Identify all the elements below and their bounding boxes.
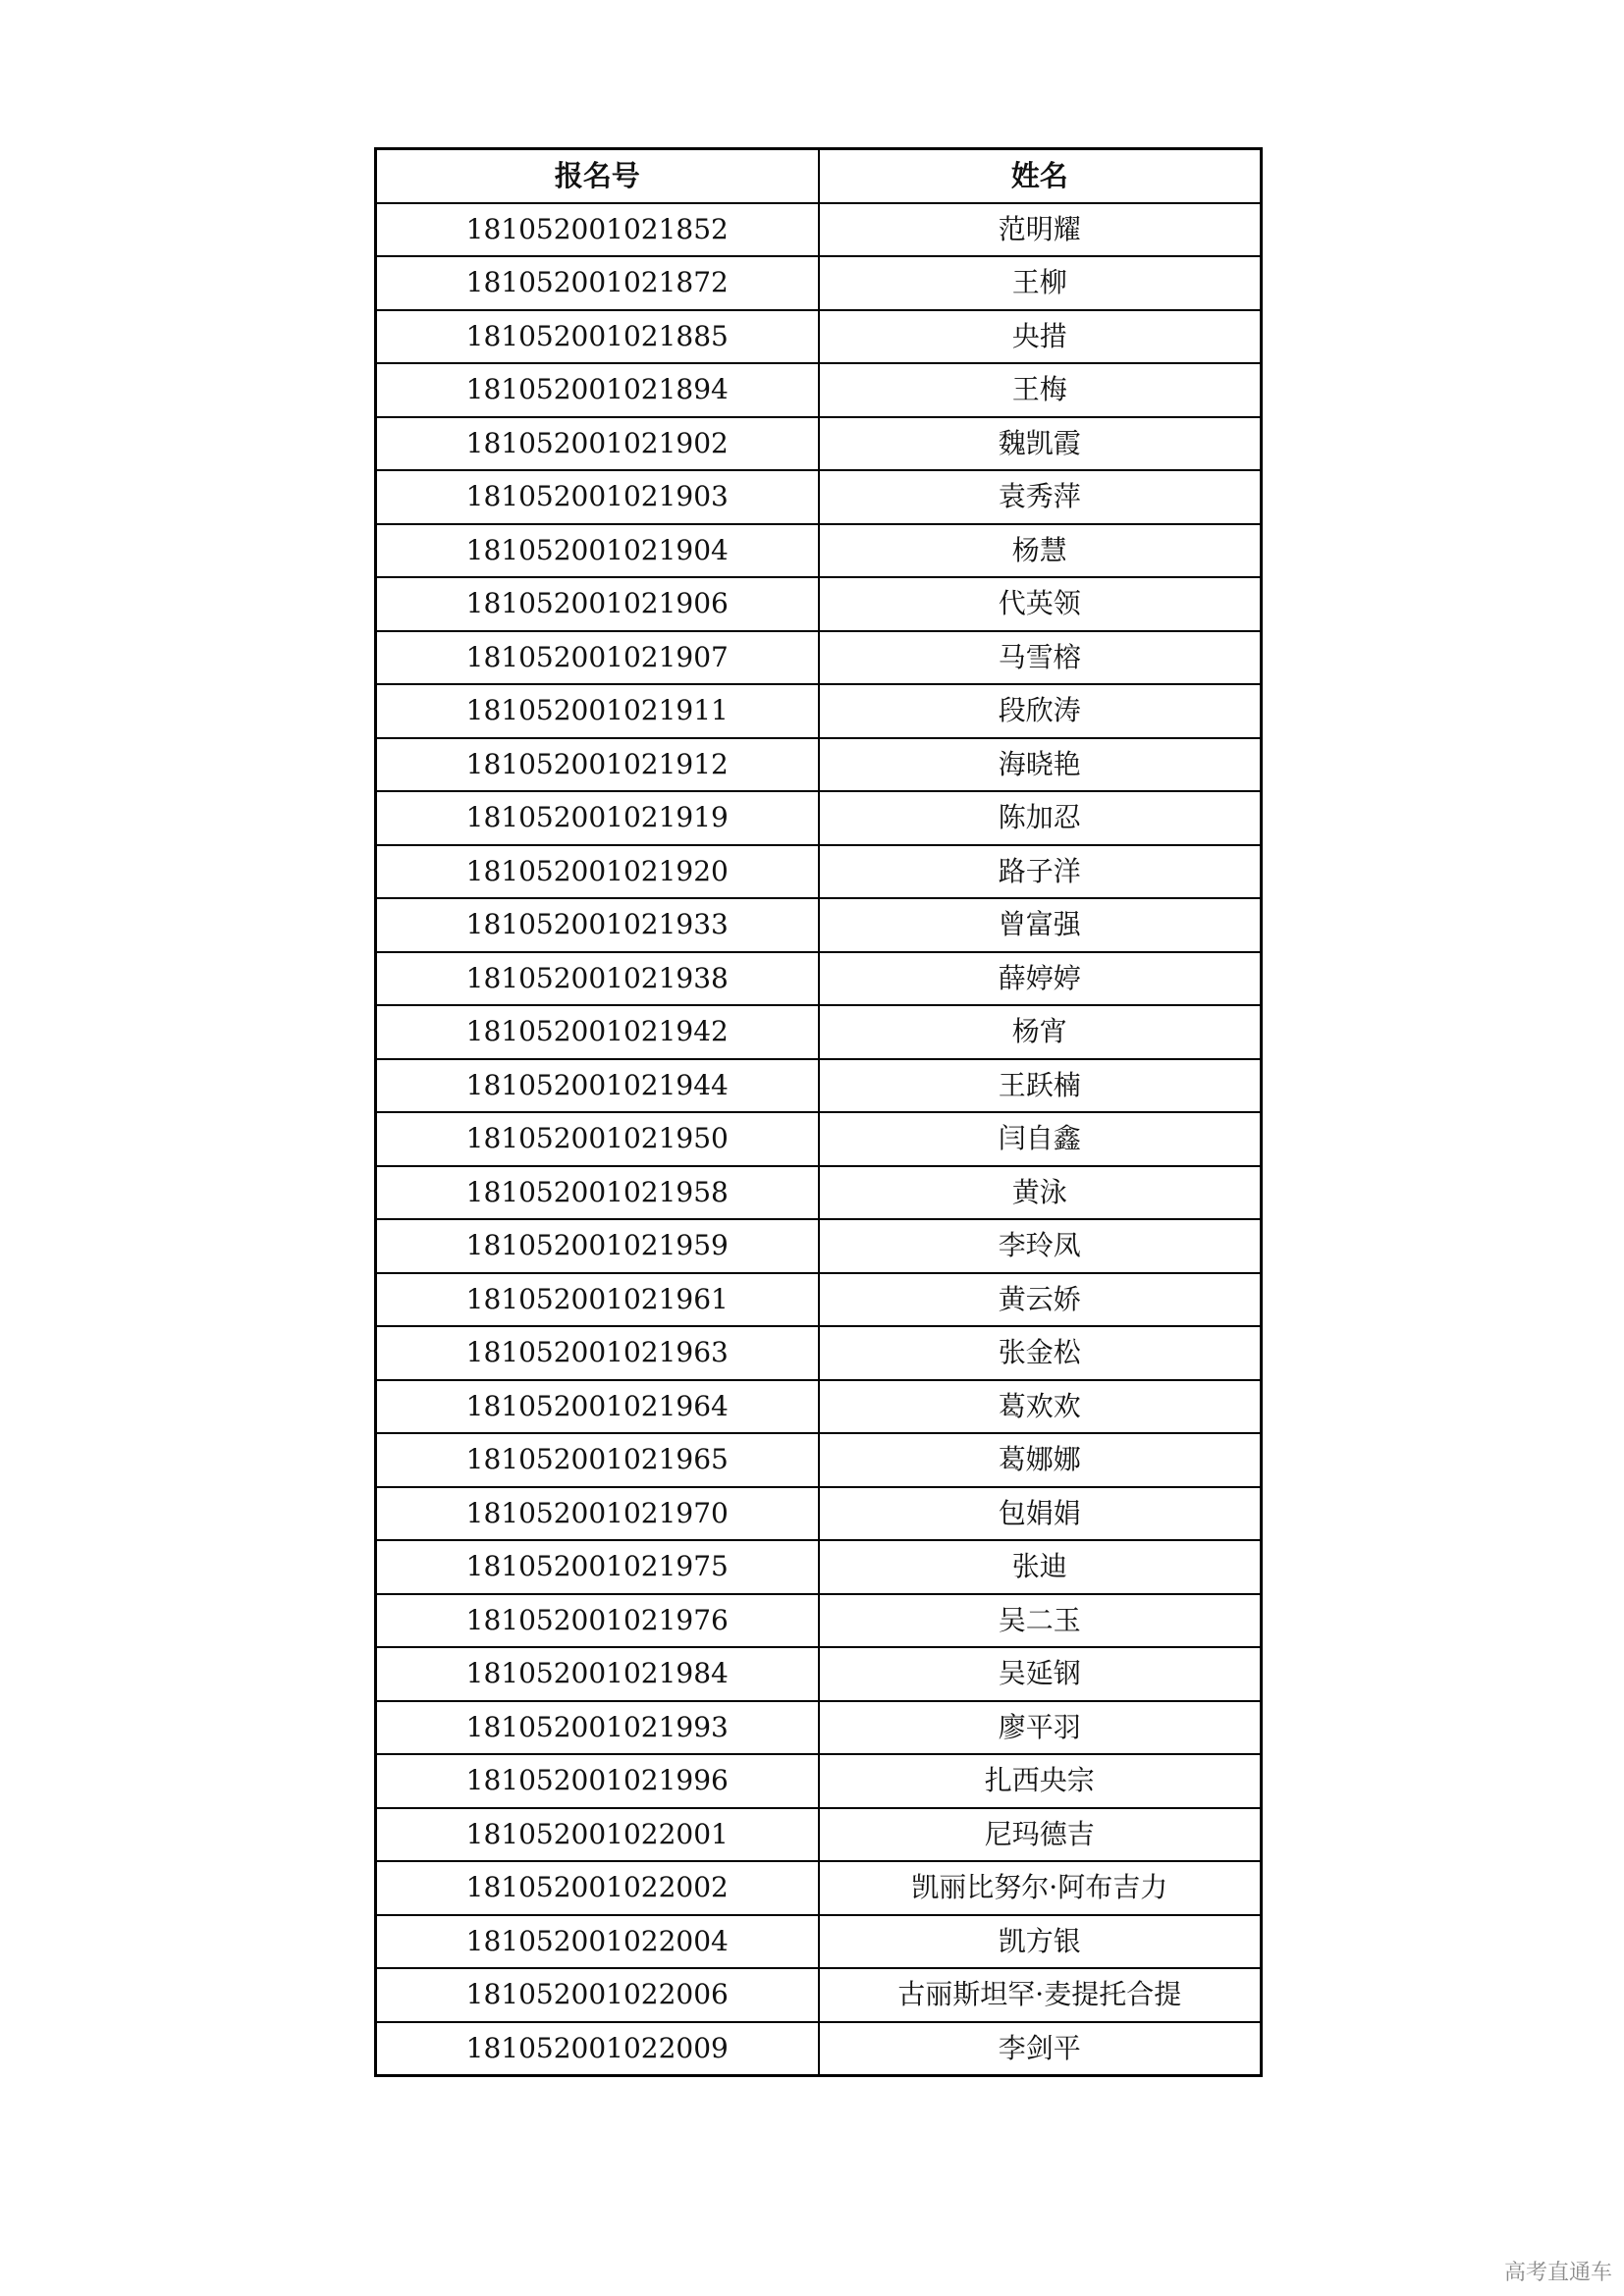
table-row <box>376 1915 1262 1969</box>
registration-number-cell: 181052001021958 <box>376 1166 819 1220</box>
candidate-name-cell: 葛欢欢 <box>819 1380 1262 1434</box>
registration-number-cell: 181052001021993 <box>376 1701 819 1755</box>
registration-number-cell: 181052001021911 <box>376 684 819 738</box>
candidate-name-cell: 袁秀萍 <box>819 470 1262 524</box>
candidate-name-cell: 路子洋 <box>819 845 1262 899</box>
candidate-name-cell: 代英领 <box>819 577 1262 631</box>
candidate-name-cell: 王跃楠 <box>819 1059 1262 1113</box>
registration-number-cell: 181052001021938 <box>376 952 819 1006</box>
registration-number-cell: 181052001022004 <box>376 1915 819 1969</box>
table-row <box>376 577 1262 631</box>
registration-number-cell: 181052001021872 <box>376 256 819 310</box>
registration-number-cell: 181052001021852 <box>376 203 819 257</box>
registration-number-cell: 181052001021933 <box>376 898 819 952</box>
registration-number-cell: 181052001021976 <box>376 1594 819 1648</box>
candidate-name-cell: 尼玛德吉 <box>819 1808 1262 1862</box>
candidate-name-cell: 凯方银 <box>819 1915 1262 1969</box>
candidate-name-cell: 张金松 <box>819 1326 1262 1380</box>
candidate-name-cell: 张迪 <box>819 1540 1262 1594</box>
registration-number-cell: 181052001021904 <box>376 524 819 578</box>
candidate-name-cell: 薛婷婷 <box>819 952 1262 1006</box>
registration-number-cell: 181052001021964 <box>376 1380 819 1434</box>
candidate-name-cell: 葛娜娜 <box>819 1433 1262 1487</box>
table-row <box>376 2022 1262 2076</box>
candidate-name-cell: 扎西央宗 <box>819 1754 1262 1808</box>
registration-number-cell: 181052001021975 <box>376 1540 819 1594</box>
registration-number-cell: 181052001021961 <box>376 1273 819 1327</box>
candidate-name-cell: 马雪榕 <box>819 631 1262 685</box>
candidate-name-cell: 古丽斯坦罕·麦提托合提 <box>819 1968 1262 2022</box>
registration-number-cell: 181052001021906 <box>376 577 819 631</box>
registration-number-cell: 181052001021984 <box>376 1647 819 1701</box>
registration-number-cell: 181052001021944 <box>376 1059 819 1113</box>
candidate-name-cell: 杨宵 <box>819 1005 1262 1059</box>
table-row <box>376 1861 1262 1915</box>
candidate-name-cell: 包娟娟 <box>819 1487 1262 1541</box>
registration-number-cell: 181052001021996 <box>376 1754 819 1808</box>
table-row <box>376 1487 1262 1541</box>
candidate-name-cell: 王柳 <box>819 256 1262 310</box>
candidate-name-cell: 范明耀 <box>819 203 1262 257</box>
registration-number-cell: 181052001021912 <box>376 738 819 792</box>
table-row <box>376 256 1262 310</box>
table-row <box>376 952 1262 1006</box>
registration-number-cell: 181052001022001 <box>376 1808 819 1862</box>
table-row <box>376 1808 1262 1862</box>
admission-list-table <box>374 147 1263 2077</box>
registration-number-cell: 181052001021919 <box>376 791 819 845</box>
table-row <box>376 1326 1262 1380</box>
table-row <box>376 1005 1262 1059</box>
candidate-name-cell: 廖平羽 <box>819 1701 1262 1755</box>
table-row <box>376 524 1262 578</box>
column-header-registration-number: 报名号 <box>376 149 819 203</box>
candidate-name-cell: 曾富强 <box>819 898 1262 952</box>
registration-number-cell: 181052001021963 <box>376 1326 819 1380</box>
candidate-name-cell: 凯丽比努尔·阿布吉力 <box>819 1861 1262 1915</box>
table-row <box>376 791 1262 845</box>
table-row <box>376 203 1262 257</box>
watermark-text: 高考直通车 <box>1503 2261 1612 2285</box>
registration-number-cell: 181052001021950 <box>376 1112 819 1166</box>
table-row <box>376 738 1262 792</box>
table-row <box>376 1701 1262 1755</box>
candidate-name-cell: 吴二玉 <box>819 1594 1262 1648</box>
registration-number-cell: 181052001022009 <box>376 2022 819 2076</box>
table-row <box>376 898 1262 952</box>
table-header <box>376 149 1262 203</box>
candidate-name-cell: 李玲凤 <box>819 1219 1262 1273</box>
registration-number-cell: 181052001021885 <box>376 310 819 364</box>
registration-number-cell: 181052001022006 <box>376 1968 819 2022</box>
candidate-name-cell: 黄泳 <box>819 1166 1262 1220</box>
table-body <box>376 203 1262 2076</box>
table-row <box>376 1594 1262 1648</box>
registration-number-cell: 181052001021920 <box>376 845 819 899</box>
registration-number-cell: 181052001021970 <box>376 1487 819 1541</box>
table-row <box>376 1219 1262 1273</box>
registration-number-cell: 181052001021907 <box>376 631 819 685</box>
column-header-name: 姓名 <box>819 149 1262 203</box>
table-row <box>376 1059 1262 1113</box>
candidate-name-cell: 央措 <box>819 310 1262 364</box>
candidate-name-cell: 闫自鑫 <box>819 1112 1262 1166</box>
table-row <box>376 470 1262 524</box>
candidate-name-cell: 李剑平 <box>819 2022 1262 2076</box>
candidate-name-cell: 吴延钢 <box>819 1647 1262 1701</box>
registration-number-cell: 181052001022002 <box>376 1861 819 1915</box>
registration-number-cell: 181052001021965 <box>376 1433 819 1487</box>
table-row <box>376 363 1262 417</box>
candidate-name-cell: 海晓艳 <box>819 738 1262 792</box>
candidate-name-cell: 魏凯霞 <box>819 417 1262 471</box>
table-row <box>376 310 1262 364</box>
table-row <box>376 631 1262 685</box>
candidate-name-cell: 段欣涛 <box>819 684 1262 738</box>
table-row <box>376 1166 1262 1220</box>
table-row <box>376 1647 1262 1701</box>
table-row <box>376 684 1262 738</box>
table-row <box>376 1380 1262 1434</box>
header-row <box>376 149 1262 203</box>
registration-number-cell: 181052001021942 <box>376 1005 819 1059</box>
candidate-name-cell: 杨慧 <box>819 524 1262 578</box>
registration-number-cell: 181052001021903 <box>376 470 819 524</box>
registration-number-cell: 181052001021894 <box>376 363 819 417</box>
table-row <box>376 1540 1262 1594</box>
candidate-name-cell: 黄云娇 <box>819 1273 1262 1327</box>
table-row <box>376 417 1262 471</box>
table-row <box>376 1968 1262 2022</box>
registration-number-cell: 181052001021902 <box>376 417 819 471</box>
candidate-name-cell: 王梅 <box>819 363 1262 417</box>
table-row <box>376 1433 1262 1487</box>
table-row <box>376 845 1262 899</box>
table-row <box>376 1273 1262 1327</box>
table-row <box>376 1754 1262 1808</box>
registration-number-cell: 181052001021959 <box>376 1219 819 1273</box>
candidate-name-cell: 陈加忍 <box>819 791 1262 845</box>
table-row <box>376 1112 1262 1166</box>
